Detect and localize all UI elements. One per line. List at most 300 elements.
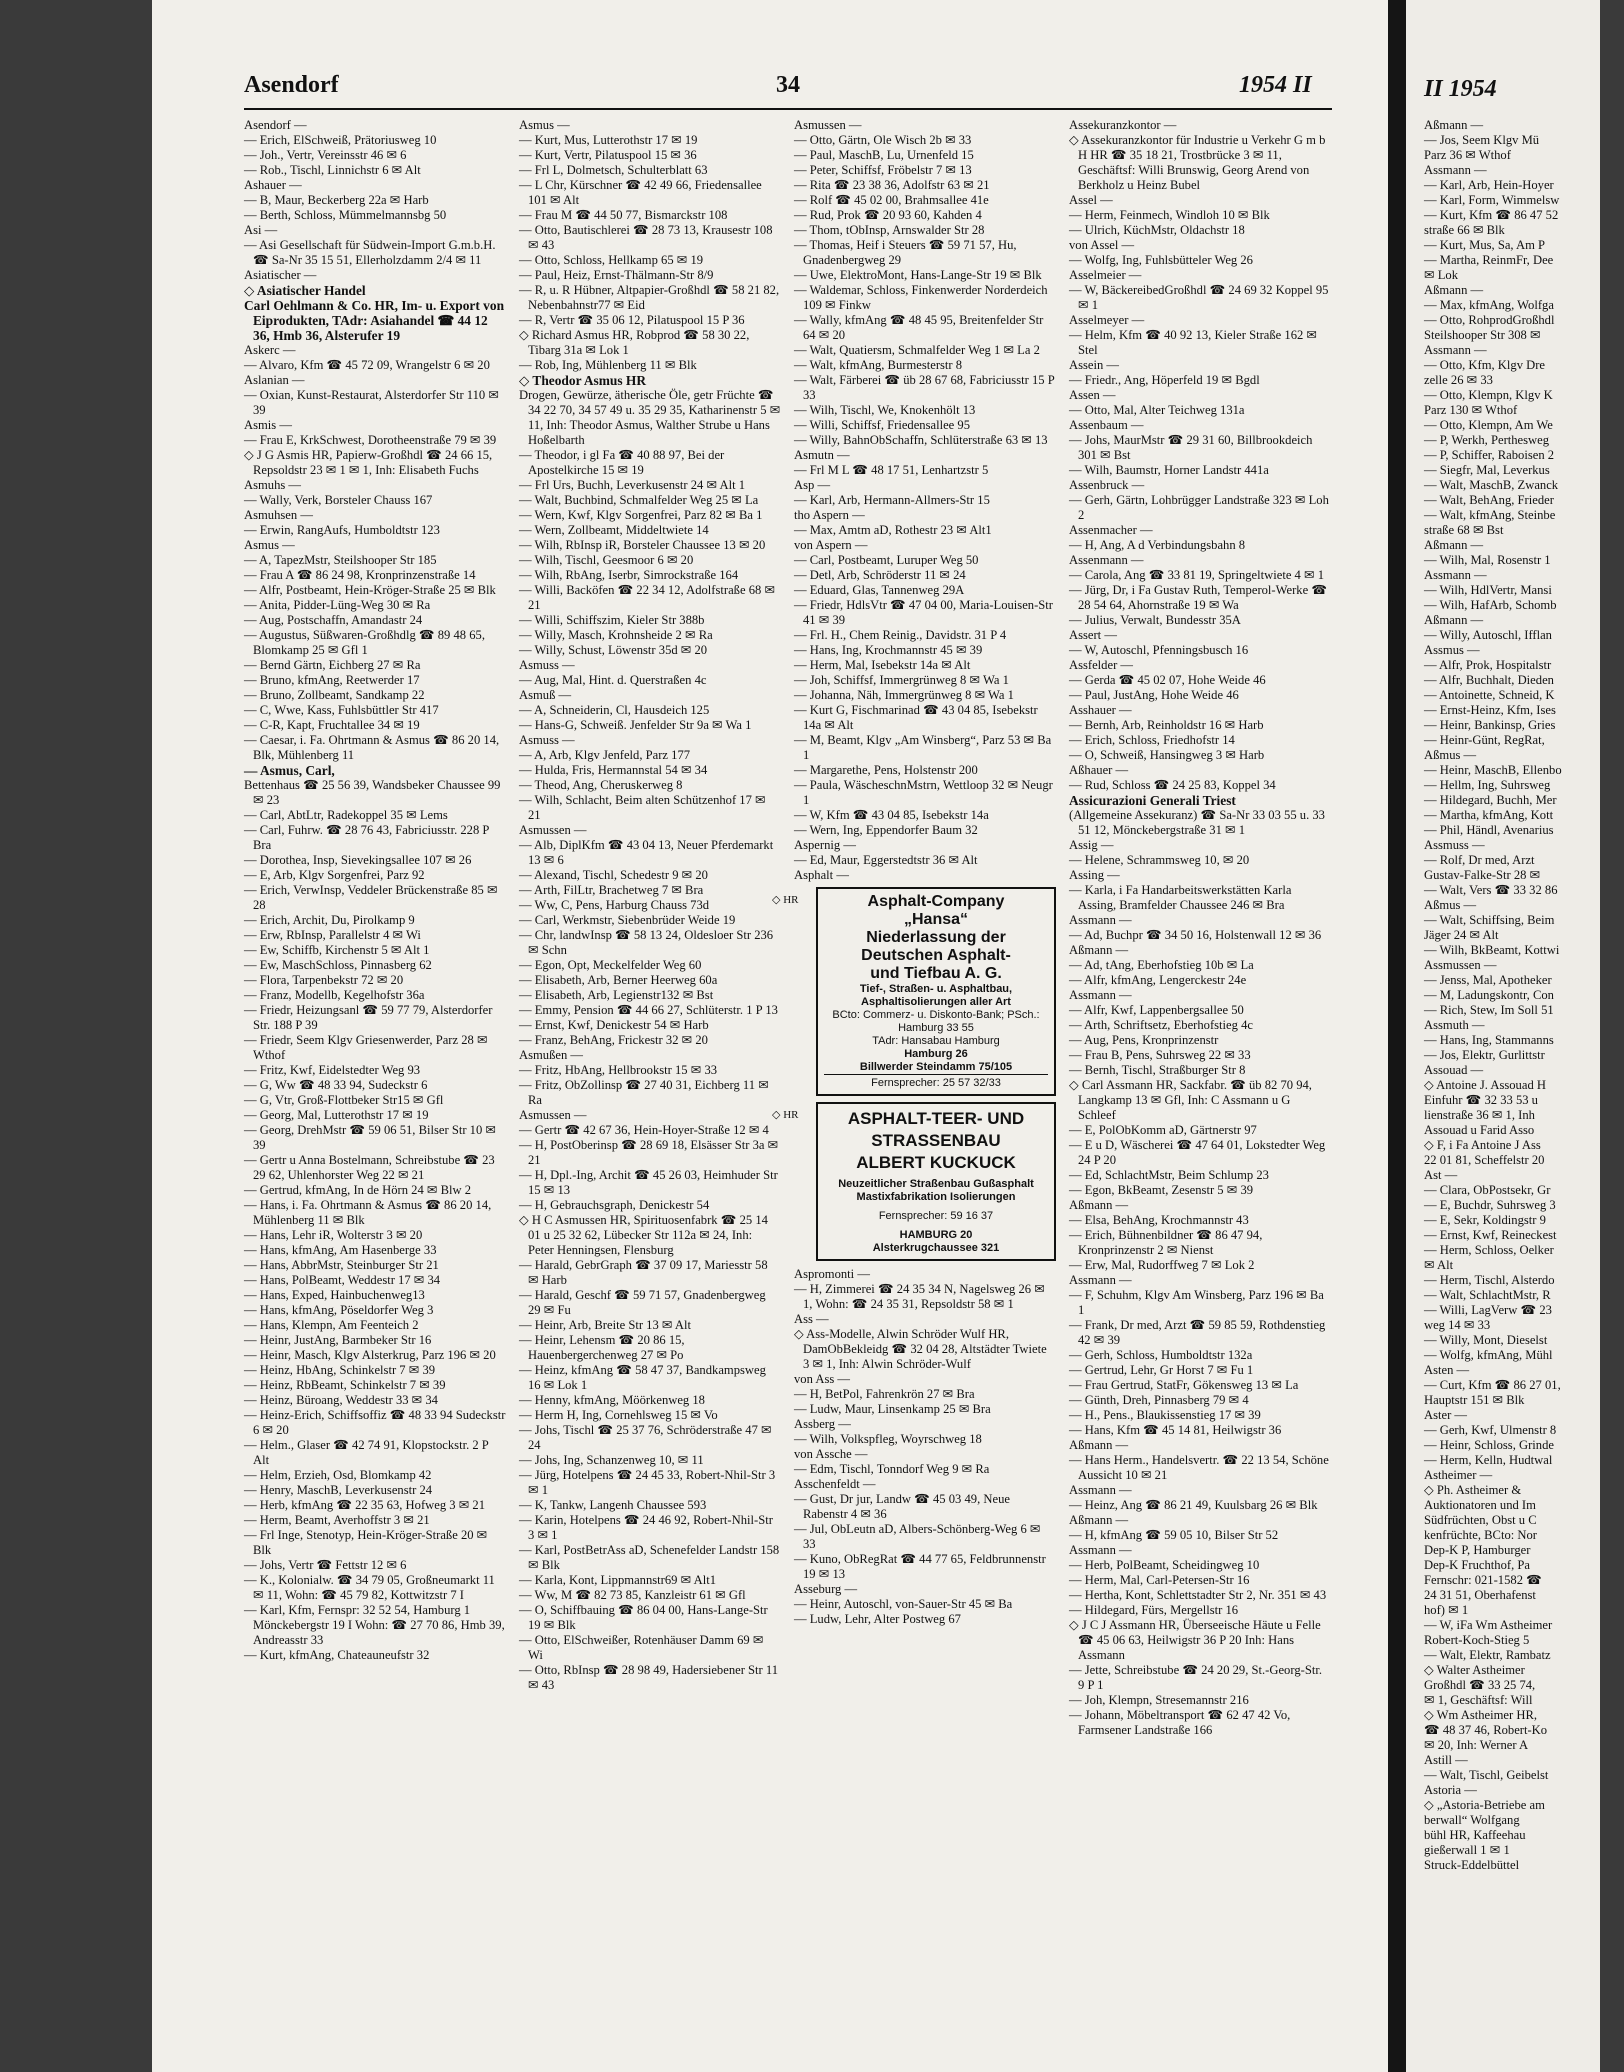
directory-entry: — Thomas, Heif i Steuers ☎ 59 71 57, Hu, Gnadenbergweg 29: [794, 238, 1017, 267]
directory-entry: — Hans, Exped, Hainbuchenweg13: [244, 1288, 425, 1302]
directory-entry: — Rolf ☎ 45 02 00, Brahmsallee 41e: [794, 193, 989, 207]
facing-entry: bühl HR, Kaffeehau: [1424, 1828, 1526, 1842]
facing-entry: Hauptstr 151 ✉ Blk: [1424, 1393, 1525, 1407]
directory-entry: — Augustus, Süßwaren-Großhdlg ☎ 89 48 65, Blomkamp 25 ✉ Gfl 1: [244, 628, 485, 657]
directory-entry: — Hertha, Kont, Schlettstadter Str 2, Nr. 351 ✉ 43: [1069, 1588, 1327, 1602]
directory-entry: ◇ Ass-Modelle, Alwin Schröder Wulf HR, DamObBekleidg ☎ 32 04 28, Altstädter Twiete 3 ✉ 1, Inh: Alwin Schröder-Wulf: [794, 1327, 1047, 1371]
directory-entry: — Helm., Glaser ☎ 42 74 91, Klopstockstr. 2 P Alt: [244, 1438, 489, 1467]
directory-entry: — Jette, Schreibstube ☎ 24 20 29, St.-Georg-Str. 9 P 1: [1069, 1663, 1322, 1692]
directory-entry: — Otto, Gärtn, Ole Wisch 2b ✉ 33: [794, 133, 972, 147]
facing-entry: Auktionatoren und Im: [1424, 1498, 1536, 1512]
ad-mark: ◇ HR: [772, 894, 799, 906]
directory-entry: Assekuranzkontor —: [1069, 118, 1177, 132]
ad-line: Tief-, Straßen- u. Asphaltbau, Asphaltisolierungen aller Art: [859, 983, 1013, 1008]
directory-entry: — Johs, Ing, Schanzenweg 10, ✉ 11: [519, 1453, 704, 1467]
directory-entry: — Ludw, Maur, Linsenkamp 25 ✉ Bra: [794, 1402, 991, 1416]
facing-entry: — Siegfr, Mal, Leverkus: [1424, 463, 1550, 477]
directory-entry: — Otto, Schloss, Hellkamp 65 ✉ 19: [519, 253, 704, 267]
facing-entry: — Max, kfmAng, Wolfga: [1424, 298, 1554, 312]
directory-entry: — Eduard, Glas, Tannenweg 29A: [794, 583, 965, 597]
ad-box: [816, 1102, 1056, 1261]
directory-entry: — Aug, Mal, Hint. d. Querstraßen 4c: [519, 673, 707, 687]
directory-entry: Asmus —: [519, 118, 570, 132]
directory-entry: — Rob., Tischl, Linnichstr 6 ✉ Alt: [244, 163, 421, 177]
directory-entry: — Paul, MaschB, Lu, Urnenfeld 15: [794, 148, 974, 162]
facing-entry: ✉ 20, Inh: Werner A: [1424, 1738, 1529, 1752]
ad-kuckuck: [772, 1102, 1056, 1261]
directory-entry: tho Aspern —: [794, 508, 865, 522]
facing-entry: Assouad u Farid Asso: [1424, 1123, 1535, 1137]
directory-entry: — Rud, Schloss ☎ 24 25 83, Koppel 34: [1069, 778, 1276, 792]
directory-entry: (Allgemeine Assekuranz) ☎ Sa-Nr 33 03 55 u. 33 51 12, Mönckebergstraße 31 ✉ 1: [1069, 808, 1325, 837]
directory-entry: — Walt, kfmAng, Burmesterstr 8: [794, 358, 963, 372]
facing-entry: — Herm, Tischl, Alsterdo: [1424, 1273, 1555, 1287]
directory-entry: Asmuhs —: [244, 478, 302, 492]
directory-entry: — Bernh, Tischl, Straßburger Str 8: [1069, 1063, 1246, 1077]
facing-entry: — Wilh, HdlVertr, Mansi: [1424, 583, 1552, 597]
directory-entry: — Erich, ElSchweiß, Prätoriusweg 10: [244, 133, 437, 147]
facing-entry: Astill —: [1424, 1753, 1468, 1767]
facing-entry: — E, Sekr, Koldingstr 9: [1424, 1213, 1546, 1227]
directory-entry: — Paula, WäscheschnMstrn, Wettloop 32 ✉ Neugr 1: [794, 778, 1053, 807]
column-3-entries-continued: [794, 1267, 1056, 1627]
directory-entry: — Erich, VerwInsp, Veddeler Brückenstraße 85 ✉ 28: [244, 883, 498, 912]
facing-entry: — Kurt, Mus, Sa, Am P: [1424, 238, 1546, 252]
directory-entry: — Carl, Postbeamt, Luruper Weg 50: [794, 553, 979, 567]
facing-entry: Assmann —: [1424, 343, 1487, 357]
directory-entry: — Margarethe, Pens, Holstenstr 200: [794, 763, 978, 777]
facing-entry: berwall“ Wolfgang: [1424, 1813, 1520, 1827]
directory-entry: — Waldemar, Schloss, Finkenwerder Norderdeich 109 ✉ Finkw: [794, 283, 1048, 312]
directory-entry: — Berth, Schloss, Mümmelmannsbg 50: [244, 208, 447, 222]
facing-entry: Einfuhr ☎ 32 33 53 u: [1424, 1093, 1538, 1107]
directory-entry: — H., Pens., Blaukissenstieg 17 ✉ 39: [1069, 1408, 1261, 1422]
page-number: 34: [776, 72, 800, 98]
directory-entry: — Theod, Ang, Cheruskerweg 8: [519, 778, 683, 792]
directory-entry: — Gerh, Gärtn, Lohbrügger Landstraße 323 ✉ Loh 2: [1069, 493, 1329, 522]
ad-line: ALBERT KUCKUCK: [856, 1153, 1016, 1172]
directory-entry: — E, Arb, Klgv Sorgenfrei, Parz 92: [244, 868, 425, 882]
directory-entry: — Elsa, BehAng, Krochmannstr 43: [1069, 1213, 1249, 1227]
directory-entry: — Alvaro, Kfm ☎ 45 72 09, Wrangelstr 6 ✉ 20: [244, 358, 490, 372]
directory-entry: — Bruno, Zollbeamt, Sandkamp 22: [244, 688, 425, 702]
directory-entry: — Frau M ☎ 44 50 77, Bismarckstr 108: [519, 208, 728, 222]
directory-entry: — K., Kolonialw. ☎ 34 79 05, Großneumarkt 11 ✉ 11, Wohn: ☎ 45 79 82, Kottwitzstr 7 I: [244, 1573, 495, 1602]
directory-entry: — Anita, Pidder-Lüng-Weg 30 ✉ Ra: [244, 598, 431, 612]
running-head-right: 1954 II: [1239, 72, 1312, 98]
ad-line: Billwerder Steindamm 75/105: [859, 1061, 1013, 1073]
facing-entry: Assmuss —: [1424, 838, 1485, 852]
directory-entry: Aspernig —: [794, 838, 856, 852]
directory-entry: — Frl L, Dolmetsch, Schulterblatt 63: [519, 163, 708, 177]
directory-entry: — Ernst, Kwf, Denickestr 54 ✉ Harb: [519, 1018, 709, 1032]
facing-entry: — Rich, Stew, Im Soll 51: [1424, 1003, 1554, 1017]
facing-entry: Jäger 24 ✉ Alt: [1424, 928, 1499, 942]
directory-entry: ◇ Carl Assmann HR, Sackfabr. ☎ üb 82 70 94, Langkamp 13 ✉ Gfl, Inh: C Assmann u G Schleef: [1069, 1078, 1312, 1122]
facing-entry: — Wilh, BkBeamt, Kottwi: [1424, 943, 1560, 957]
directory-entry: — Kurt G, Fischmarinad ☎ 43 04 85, Isebekstr 14a ✉ Alt: [794, 703, 1038, 732]
facing-entry: — Walt, Tischl, Geibelst: [1424, 1768, 1549, 1782]
facing-entry: straße 68 ✉ Bst: [1424, 523, 1504, 537]
directory-entry: Asschenfeldt —: [794, 1477, 876, 1491]
directory-entry: — Frl M L ☎ 48 17 51, Lenhartzstr 5: [794, 463, 989, 477]
directory-entry: — Detl, Arb, Schröderstr 11 ✉ 24: [794, 568, 966, 582]
facing-entry: Aster —: [1424, 1408, 1468, 1422]
directory-entry: — Ww, M ☎ 82 73 85, Kanzleistr 61 ✉ Gfl: [519, 1588, 746, 1602]
directory-entry: — Franz, BehAng, Frickestr 32 ✉ 20: [519, 1033, 708, 1047]
facing-entry: — Herm, Kelln, Hudtwal: [1424, 1453, 1553, 1467]
directory-entry: — Wern, Kwf, Klgv Sorgenfrei, Parz 82 ✉ Ba 1: [519, 508, 763, 522]
directory-entry: — Willy, Schust, Löwenstr 35d ✉ 20: [519, 643, 708, 657]
directory-entry: — Gertrud, kfmAng, In de Hörn 24 ✉ Blw 2: [244, 1183, 472, 1197]
ad-line: BCto: Commerz- u. Diskonto-Bank; PSch.: Hamburg 33 55: [832, 1009, 1040, 1034]
directory-entry: — Otto, Mal, Alter Teichweg 131a: [1069, 403, 1245, 417]
directory-entry: Asmussen —: [794, 118, 862, 132]
facing-entry: ◇ „Astoria-Betriebe am: [1424, 1798, 1545, 1812]
directory-entry: Asmus —: [244, 538, 295, 552]
directory-entry: — Hans, Kfm ☎ 45 14 81, Heilwigstr 36: [1069, 1423, 1282, 1437]
directory-entry: — O, Schiffbauing ☎ 86 04 00, Hans-Lange-Str 19 ✉ Blk: [519, 1603, 768, 1632]
directory-entry: — Rob, Ing, Mühlenberg 11 ✉ Blk: [519, 358, 697, 372]
directory-entry: — Heinz, Ang ☎ 86 21 49, Kuulsbarg 26 ✉ Blk: [1069, 1498, 1318, 1512]
directory-entry: Assert —: [1069, 628, 1117, 642]
facing-entry: — Curt, Kfm ☎ 86 27 01,: [1424, 1378, 1561, 1392]
directory-entry: Asi —: [244, 223, 278, 237]
directory-entry: Asmis —: [244, 418, 292, 432]
directory-entry: von Aspern —: [794, 538, 868, 552]
directory-entry: — C, Wwe, Kass, Fuhlsbüttler Str 417: [244, 703, 439, 717]
directory-entry: — Ww, C, Pens, Harburg Chauss 73d: [519, 898, 710, 912]
directory-entry: — Alfr, kfmAng, Lengerckestr 24e: [1069, 973, 1247, 987]
facing-entry: — Alfr, Prok, Hospitalstr: [1424, 658, 1552, 672]
facing-entry: gießerwall 1 ✉ 1: [1424, 1843, 1510, 1857]
directory-entry: — Willi, Backöfen ☎ 22 34 12, Adolfstraße 68 ✉ 21: [519, 583, 776, 612]
directory-entry: — A, TapezMstr, Steilshooper Str 185: [244, 553, 437, 567]
directory-entry: — Ad, Buchpr ☎ 34 50 16, Holstenwall 12 ✉ 36: [1069, 928, 1322, 942]
facing-entry: — Ernst, Kwf, Reineckest: [1424, 1228, 1557, 1242]
facing-entry: ◇ F, i Fa Antoine J Ass: [1424, 1138, 1541, 1152]
directory-entry: — Carl, AbtLtr, Radekoppel 35 ✉ Lems: [244, 808, 448, 822]
directory-entry: — Georg, DrehMstr ☎ 59 06 51, Bilser Str 10 ✉ 39: [244, 1123, 496, 1152]
directory-entry: — Herm H, Ing, Cornehlsweg 15 ✉ Vo: [519, 1408, 718, 1422]
facing-entry: Gustav-Falke-Str 28 ✉: [1424, 868, 1541, 882]
directory-entry: — Egon, Opt, Meckelfelder Weg 60: [519, 958, 702, 972]
facing-entry: — Walt, Schiffsing, Beim: [1424, 913, 1555, 927]
directory-entry: — Kurt, Mus, Lutterothstr 17 ✉ 19: [519, 133, 698, 147]
directory-entry: — Alb, DiplKfm ☎ 43 04 13, Neuer Pferdemarkt 13 ✉ 6: [519, 838, 774, 867]
directory-entry: — Joh, Klempn, Stresemannstr 216: [1069, 1693, 1249, 1707]
directory-entry: — Alfr, Kwf, Lappenbergsallee 50: [1069, 1003, 1244, 1017]
directory-entry: — Hans, kfmAng, Am Hasenberge 33: [244, 1243, 437, 1257]
directory-entry: — M, Beamt, Klgv „Am Winsberg“, Parz 53 ✉ Ba 1: [794, 733, 1052, 762]
facing-entry: — Phil, Händl, Avenarius: [1424, 823, 1554, 837]
directory-entry: — Paul, JustAng, Hohe Weide 46: [1069, 688, 1239, 702]
facing-entry: Astoria —: [1424, 1783, 1477, 1797]
directory-entry: — Günth, Dreh, Pinnasberg 79 ✉ 4: [1069, 1393, 1249, 1407]
directory-entry: — H, Zimmerei ☎ 24 35 34 N, Nagelsweg 26 ✉ 1, Wohn: ☎ 24 35 31, Repsoldstr 58 ✉ 1: [794, 1282, 1045, 1311]
directory-entry: — Friedr, Heizungsanl ☎ 59 77 79, Alsterdorfer Str. 188 P 39: [244, 1003, 493, 1032]
directory-entry: — Hans, Lehr iR, Wolterstr 3 ✉ 20: [244, 1228, 423, 1242]
facing-entry: Struck-Eddelbüttel: [1424, 1858, 1520, 1872]
directory-entry: — Frau B, Pens, Suhrsweg 22 ✉ 33: [1069, 1048, 1251, 1062]
directory-entry: — Frau E, KrkSchwest, Dorotheenstraße 79 ✉ 39: [244, 433, 497, 447]
directory-entry: — H, kfmAng ☎ 59 05 10, Bilser Str 52: [1069, 1528, 1279, 1542]
directory-entry: — Wilh, Schlacht, Beim alten Schützenhof 17 ✉ 21: [519, 793, 766, 822]
directory-entry: — W, BäckereibedGroßhdl ☎ 24 69 32 Koppel 95 ✉ 1: [1069, 283, 1329, 312]
directory-entry: — Ed, Maur, Eggerstedtstr 36 ✉ Alt: [794, 853, 978, 867]
directory-entry: — Ludw, Lehr, Alter Postweg 67: [794, 1612, 961, 1626]
directory-entry: — Erich, Bühnenbildner ☎ 86 47 94, Kronprinzenstr 2 ✉ Nienst: [1069, 1228, 1263, 1257]
directory-entry: Asselmeier —: [1069, 268, 1142, 282]
column-3-entries: [794, 118, 1056, 883]
directory-entry: — Wilh, RbInsp iR, Borsteler Chaussee 13 ✉ 20: [519, 538, 766, 552]
facing-entry: Astheimer —: [1424, 1468, 1493, 1482]
directory-entry: Assmann —: [1069, 913, 1132, 927]
directory-entry: Asseburg —: [794, 1582, 858, 1596]
directory-entry: — Hans, PolBeamt, Weddestr 17 ✉ 34: [244, 1273, 441, 1287]
directory-entry: — Kuno, ObRegRat ☎ 44 77 65, Feldbrunnenstr 19 ✉ 13: [794, 1552, 1046, 1581]
directory-entry: — Karl, PostBetrAss aD, Schenefelder Landstr 158 ✉ Blk: [519, 1543, 780, 1572]
directory-entry: — Heinr, Arb, Breite Str 13 ✉ Alt: [519, 1318, 692, 1332]
directory-entry: Assing —: [1069, 868, 1120, 882]
directory-entry: Asmuß —: [519, 688, 572, 702]
directory-entry: — R, u. R Hübner, Altpapier-Großhdl ☎ 58 21 82, Nebenbahnstr77 ✉ Eid: [519, 283, 780, 312]
directory-entry: — H, Ang, A d Verbindungsbahn 8: [1069, 538, 1246, 552]
directory-entry: — Emmy, Pension ☎ 44 66 27, Schlüterstr. 1 P 13: [519, 1003, 778, 1017]
directory-entry: — Hans, kfmAng, Pöseldorfer Weg 3: [244, 1303, 434, 1317]
directory-entry: — W, Autoschl, Pfenningsbusch 16: [1069, 643, 1249, 657]
ad-asphalt-company: [772, 887, 1056, 1096]
directory-entry: — Karl, Arb, Hermann-Allmers-Str 15: [794, 493, 990, 507]
ad-line: und Tiefbau A. G.: [870, 965, 1002, 982]
directory-entry: — G, Vtr, Groß-Flottbeker Str15 ✉ Gfl: [244, 1093, 444, 1107]
column-3: [772, 118, 1056, 2068]
directory-entry: — Helm, Erzieh, Osd, Blomkamp 42: [244, 1468, 432, 1482]
directory-entry: — Dorothea, Insp, Sievekingsallee 107 ✉ 26: [244, 853, 472, 867]
directory-entry: — Arth, FilLtr, Brachetweg 7 ✉ Bra: [519, 883, 704, 897]
directory-entry: — A, Arb, Klgv Jenfeld, Parz 177: [519, 748, 691, 762]
directory-entry: Asmußen —: [519, 1048, 584, 1062]
directory-entry: — Johs, Vertr ☎ Fettstr 12 ✉ 6: [244, 1558, 407, 1572]
directory-entry: — Willy, BahnObSchaffn, Schlüterstraße 63 ✉ 13: [794, 433, 1048, 447]
facing-entry: — P, Schiffer, Raboisen 2: [1424, 448, 1555, 462]
facing-entry: Aßmus —: [1424, 748, 1477, 762]
directory-page: [152, 0, 1397, 2072]
directory-entry: — Jürg, Hotelpens ☎ 24 45 33, Robert-Nhil-Str 3 ✉ 1: [519, 1468, 776, 1497]
facing-entry: Aßmann —: [1424, 118, 1484, 132]
directory-entry: — Otto, ElSchweißer, Rotenhäuser Damm 69 ✉ Wi: [519, 1633, 764, 1662]
directory-entry: — E, PolObKomm aD, Gärtnerstr 97: [1069, 1123, 1257, 1137]
facing-entry: — Hans, Ing, Stammanns: [1424, 1033, 1554, 1047]
facing-entry: Fernschr: 021-1582 ☎: [1424, 1573, 1542, 1587]
facing-entry: lienstraße 36 ✉ 1, Inh: [1424, 1108, 1535, 1122]
facing-entry: Ast —: [1424, 1168, 1458, 1182]
directory-entry: — Heinz, RbBeamt, Schinkelstr 7 ✉ 39: [244, 1378, 446, 1392]
directory-entry: — Frau Gertrud, StatFr, Gökensweg 13 ✉ La: [1069, 1378, 1299, 1392]
directory-entry: Aspromonti —: [794, 1267, 870, 1281]
directory-entry: ◇ Richard Asmus HR, Robprod ☎ 58 30 22, Tibarg 31a ✉ Lok 1: [519, 328, 750, 357]
directory-entry: — Hulda, Fris, Hermannstal 54 ✉ 34: [519, 763, 708, 777]
directory-entry: — Herm, Mal, Carl-Petersen-Str 16: [1069, 1573, 1250, 1587]
directory-entry: — Gertr u Anna Bostelmann, Schreibstube ☎ 23 29 62, Uhlenhorster Weg 22 ✉ 21: [244, 1153, 495, 1182]
ad-line: HAMBURG 20: [899, 1229, 973, 1241]
facing-entry: Assmussen —: [1424, 958, 1497, 972]
directory-entry: — Elisabeth, Arb, Legienstr132 ✉ Bst: [519, 988, 714, 1002]
facing-entry: kenfrüchte, BCto: Nor: [1424, 1528, 1537, 1542]
directory-entry: Asphalt —: [794, 868, 849, 882]
facing-entry: ✉ 1, Geschäftsf: Will: [1424, 1693, 1533, 1707]
facing-entry: — Walt, Vers ☎ 33 32 86: [1424, 883, 1558, 897]
facing-entry: Südfrüchten, Obst u C: [1424, 1513, 1537, 1527]
directory-entry: Asselmeyer —: [1069, 313, 1145, 327]
directory-entry: — Heinz, kfmAng ☎ 58 47 37, Bandkampsweg 16 ✉ Lok 1: [519, 1363, 766, 1392]
directory-entry: — Ew, MaschSchloss, Pinnasberg 62: [244, 958, 432, 972]
directory-entry: — Ad, tAng, Eberhofstieg 10b ✉ La: [1069, 958, 1254, 972]
facing-entry: Dep-K Fruchthof, Pa: [1424, 1558, 1530, 1572]
facing-entry: straße 66 ✉ Blk: [1424, 223, 1505, 237]
directory-entry: — Uwe, ElektroMont, Hans-Lange-Str 19 ✉ Blk: [794, 268, 1042, 282]
ad-line: Fernsprecher: 59 16 37: [878, 1210, 994, 1222]
ad-mark: ◇ HR: [772, 1109, 799, 1121]
directory-entry: Asmussen —: [519, 823, 587, 837]
directory-entry: Bettenhaus ☎ 25 56 39, Wandsbeker Chaussee 99 ✉ 23: [244, 778, 501, 807]
facing-entry: — E, Buchdr, Suhrsweg 3: [1424, 1198, 1556, 1212]
facing-entry: — P, Werkh, Perthesweg: [1424, 433, 1550, 447]
facing-entry: Assmuth —: [1424, 1018, 1485, 1032]
directory-entry: — Heinr, Autoschl, von-Sauer-Str 45 ✉ Ba: [794, 1597, 1013, 1611]
directory-entry: Asmussen —: [519, 1108, 587, 1122]
facing-entry: — Walt, Elektr, Rambatz: [1424, 1648, 1551, 1662]
facing-entry: — Otto, Kfm, Klgv Dre: [1424, 358, 1546, 372]
directory-entry: — Johs, Tischl ☎ 25 37 76, Schröderstraße 47 ✉ 24: [519, 1423, 772, 1452]
ad-line: Fernsprecher: 25 57 32/33: [824, 1074, 1048, 1090]
directory-entry: — Herm, Feinmech, Windloh 10 ✉ Blk: [1069, 208, 1270, 222]
directory-entry: ◇ H C Asmussen HR, Spirituosenfabrk ☎ 25 14 01 u 25 32 62, Lübecker Str 112a ✉ 24, Inh: Peter Henningsen, Flensburg: [519, 1213, 768, 1257]
directory-entry: — K, Tankw, Langenh Chaussee 593: [519, 1498, 707, 1512]
directory-entry: — Georg, Mal, Lutterothstr 17 ✉ 19: [244, 1108, 429, 1122]
directory-entry: — Caesar, i. Fa. Ohrtmann & Asmus ☎ 86 20 14, Blk, Mühlenberg 11: [244, 733, 500, 762]
directory-entry: — Walt, Buchbind, Schmalfelder Weg 25 ✉ La: [519, 493, 759, 507]
directory-entry: — Bernh, Arb, Reinholdstr 16 ✉ Harb: [1069, 718, 1264, 732]
book-gutter: [1388, 0, 1406, 2072]
directory-entry: — Heinr, Lehensm ☎ 20 86 15, Hauenbergerchenweg 27 ✉ Po: [519, 1333, 685, 1362]
directory-entry: Ass —: [794, 1312, 829, 1326]
header-rule: [244, 108, 1332, 110]
directory-entry: — Friedr, HdlsVtr ☎ 47 04 00, Maria-Louisen-Str 41 ✉ 39: [794, 598, 1053, 627]
facing-entry: zelle 26 ✉ 33: [1424, 373, 1493, 387]
running-head-left: Asendorf: [244, 72, 339, 98]
facing-entry: — Karl, Form, Wimmelsw: [1424, 193, 1560, 207]
directory-entry: — Heinr, Masch, Klgv Alsterkrug, Parz 196 ✉ 20: [244, 1348, 496, 1362]
facing-running-head: II 1954: [1424, 76, 1497, 102]
directory-entry: — O, Schweiß, Hansingweg 3 ✉ Harb: [1069, 748, 1265, 762]
directory-entry: — Harald, GebrGraph ☎ 37 09 17, Mariesstr 58 ✉ Harb: [519, 1258, 768, 1287]
directory-entry: — Karin, Hotelpens ☎ 24 46 92, Robert-Nhil-Str 3 ✉ 1: [519, 1513, 773, 1542]
directory-entry: Assenmacher —: [1069, 523, 1153, 537]
facing-entry: hof) ✉ 1: [1424, 1603, 1469, 1617]
directory-entry: — Ed, SchlachtMstr, Beim Schlump 23: [1069, 1168, 1269, 1182]
directory-entry: — H, Dpl.-Ing, Archit ☎ 45 26 03, Heimhuder Str 15 ✉ 13: [519, 1168, 778, 1197]
ad-line: ASPHALT-TEER- UND: [847, 1109, 1025, 1128]
facing-entry: — Wolfg, kfmAng, Mühl: [1424, 1348, 1553, 1362]
facing-entry: — Walt, MaschB, Zwanck: [1424, 478, 1559, 492]
directory-entry: Aßmann —: [1069, 1198, 1129, 1212]
directory-entry: — Chr, landwInsp ☎ 58 13 24, Oldesloer Str 236 ✉ Schn: [519, 928, 774, 957]
directory-entry: — Wilh, Tischl, Geesmoor 6 ✉ 20: [519, 553, 694, 567]
directory-entry: — Peter, Schiffsf, Fröbelstr 7 ✉ 13: [794, 163, 972, 177]
directory-entry: Assmann —: [1069, 1273, 1132, 1287]
directory-entry: — Willy, Masch, Krohnsheide 2 ✉ Ra: [519, 628, 713, 642]
facing-entry: Assmann —: [1424, 568, 1487, 582]
directory-entry: — Arth, Schriftsetz, Eberhofstieg 4c: [1069, 1018, 1253, 1032]
facing-entry: — Otto, RohprodGroßhdl: [1424, 313, 1555, 327]
directory-entry: — Henry, MaschB, Leverkusenstr 24: [244, 1483, 433, 1497]
directory-entry: — Hans, Ing, Krochmannstr 45 ✉ 39: [794, 643, 983, 657]
ad-line: Alsterkrugchaussee 321: [872, 1242, 1000, 1254]
directory-entry: — Gertr ☎ 42 67 36, Hein-Hoyer-Straße 12 ✉ 4: [519, 1123, 769, 1137]
entry-heading: Carl Oehlmann & Co. HR, Im- u. Export von Eiprodukten, TAdr: Asiahandel ☎ 44 12 36, Hmb 36, Alsterufer 19: [244, 298, 505, 343]
facing-entry: Assmann —: [1424, 163, 1487, 177]
ad-line: Niederlassung der: [866, 929, 1006, 946]
ad-box: [816, 887, 1056, 1096]
directory-entry: Assmann —: [1069, 1483, 1132, 1497]
directory-entry: — Walt, Quatiersm, Schmalfelder Weg 1 ✉ La 2: [794, 343, 1040, 357]
directory-entry: — Aug, Pens, Kronprinzenstr: [1069, 1033, 1219, 1047]
entry-heading: Assicurazioni Generali Triest: [1069, 793, 1236, 808]
directory-entry: — Julius, Verwalt, Bundesstr 35A: [1069, 613, 1241, 627]
facing-entry: ✉ Lok: [1424, 268, 1458, 282]
directory-entry: — Johanna, Näh, Immergrünweg 8 ✉ Wa 1: [794, 688, 1014, 702]
directory-entry: — Bruno, kfmAng, Reetwerder 17: [244, 673, 420, 687]
directory-entry: ◇ Assekuranzkontor für Industrie u Verkehr G m b H HR ☎ 35 18 21, Trostbrücke 3 ✉ 11, Geschäftsf: Willi Brunswig, Georg Arend von Berkholz u Heinz Bubel: [1069, 133, 1326, 192]
facing-entry: Robert-Koch-Stieg 5: [1424, 1633, 1530, 1647]
facing-entry: Aßmus —: [1424, 898, 1477, 912]
directory-entry: — Gerh, Schloss, Humboldtstr 132a: [1069, 1348, 1253, 1362]
facing-entry: — Ernst-Heinz, Kfm, Ises: [1424, 703, 1556, 717]
facing-entry: ◇ Ph. Astheimer &: [1424, 1483, 1522, 1497]
facing-entry: — Martha, kfmAng, Kott: [1424, 808, 1554, 822]
directory-entry: — Erich, Schloss, Friedhofstr 14: [1069, 733, 1235, 747]
directory-entry: — Johs, MaurMstr ☎ 29 31 60, Billbrookdeich 301 ✉ Bst: [1069, 433, 1313, 462]
directory-entry: Assmann —: [1069, 1543, 1132, 1557]
directory-entry: — Wern, Ing, Eppendorfer Baum 32: [794, 823, 978, 837]
directory-entry: — Fritz, Kwf, Eidelstedter Weg 93: [244, 1063, 421, 1077]
directory-entry: — Paul, Heiz, Ernst-Thälmann-Str 8/9: [519, 268, 714, 282]
facing-entry: — Walt, SchlachtMstr, R: [1424, 1288, 1551, 1302]
directory-entry: — Harald, Geschf ☎ 59 71 57, Gnadenbergweg 29 ✉ Fu: [519, 1288, 766, 1317]
directory-entry: Asmuss —: [519, 733, 575, 747]
directory-entry: Assel —: [1069, 193, 1113, 207]
directory-entry: — Karl, Kfm, Fernspr: 32 52 54, Hamburg 1 Mönckebergstr 19 I Wohn: ☎ 27 70 86, Hmb 39, Andreasstr 33: [244, 1603, 505, 1647]
ad-line: Neuzeitlicher Straßenbau Gußasphalt Mastixfabrikation Isolierungen: [838, 1178, 1034, 1203]
entry-heading: ◇ Theodor Asmus HR: [519, 373, 647, 388]
directory-entry: Assig —: [1069, 838, 1114, 852]
ad-line: Hamburg 26: [904, 1048, 968, 1060]
directory-entry: Assen —: [1069, 388, 1116, 402]
facing-entry: — Heinr-Günt, RegRat,: [1424, 733, 1545, 747]
directory-entry: — Henny, kfmAng, Möörkenweg 18: [519, 1393, 705, 1407]
facing-entry: — Jenss, Mal, Apotheker: [1424, 973, 1552, 987]
directory-entry: — Kurt, Vertr, Pilatuspool 15 ✉ 36: [519, 148, 697, 162]
directory-entry: Aßhauer —: [1069, 763, 1129, 777]
facing-entry: Parz 36 ✉ Wthof: [1424, 148, 1511, 162]
column-1: [244, 118, 506, 2068]
facing-entry: — W, iFa Wm Astheimer: [1424, 1618, 1553, 1632]
directory-entry: Aslanian —: [244, 373, 305, 387]
directory-entry: Askerc —: [244, 343, 296, 357]
directory-entry: — Frl Inge, Stenotyp, Hein-Kröger-Straße 20 ✉ Blk: [244, 1528, 488, 1557]
directory-entry: — Wally, kfmAng ☎ 48 45 95, Breitenfelder Str 64 ✉ 20: [794, 313, 1044, 342]
